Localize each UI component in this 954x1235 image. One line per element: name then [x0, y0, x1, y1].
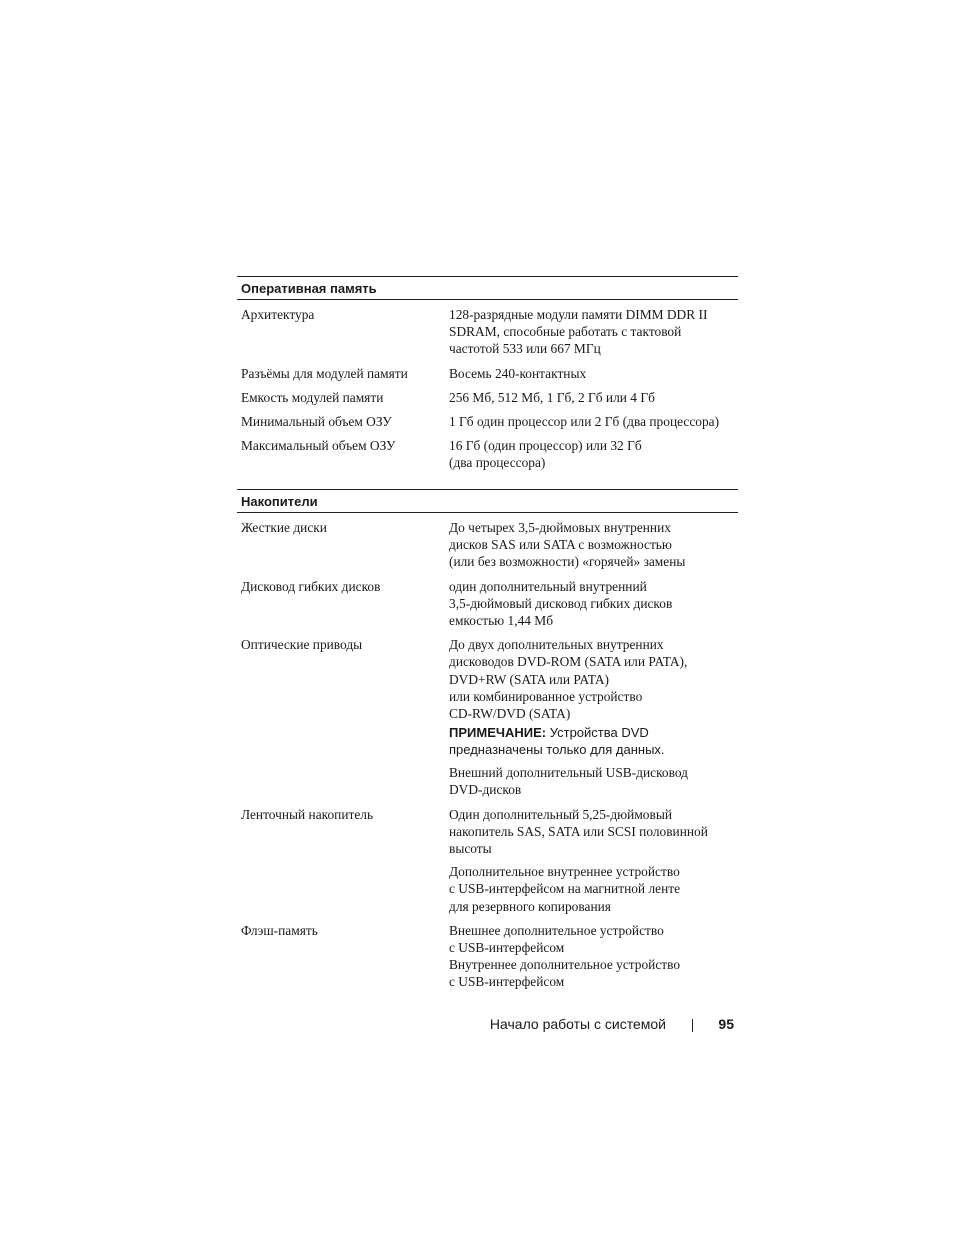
value-line: Внутреннее дополнительное устройство	[449, 957, 681, 973]
value-line: или комбинированное устройство	[449, 688, 643, 704]
note-line: предназначены только для данных.	[449, 742, 665, 758]
value-line: с USB-интерфейсом	[449, 974, 565, 990]
value-line: CD-RW/DVD (SATA)	[449, 706, 571, 722]
spec-row-min-ram	[237, 413, 738, 430]
footer-separator	[692, 1019, 693, 1032]
spec-label: Емкость модулей памяти	[241, 389, 384, 405]
value-line: 3,5-дюймовый дисковод гибких дисков	[449, 595, 673, 611]
spec-row-slots	[237, 365, 738, 382]
value-line: с USB-интерфейсом	[449, 940, 565, 956]
spec-value	[449, 578, 738, 630]
value-line: DVD-дисков	[449, 782, 522, 798]
value-line: Дополнительное внутреннее устройство	[449, 864, 680, 880]
spec-value	[449, 806, 738, 915]
value-line: для резервного копирования	[449, 898, 611, 914]
spec-value	[449, 922, 738, 991]
spec-row-tape	[237, 806, 738, 915]
value-line: До четырех 3,5-дюймовых внутренних	[449, 520, 671, 535]
value-line: один дополнительный внутренний	[449, 578, 647, 594]
section-heading: Накопители	[237, 489, 738, 513]
value-line: 128-разрядные модули памяти DIMM DDR II	[449, 307, 708, 322]
spec-label: Дисковод гибких дисков	[241, 578, 381, 594]
spec-row-hard-drives	[237, 519, 738, 571]
value-line: Один дополнительный 5,25-дюймовый	[449, 806, 672, 822]
storage-section	[237, 489, 738, 991]
value-line: DVD+RW (SATA или PATA)	[449, 671, 609, 687]
spec-value	[449, 365, 738, 382]
value-line: 1 Гб один процессор или 2 Гб (два процессора)	[449, 414, 720, 430]
spec-row-architecture	[237, 306, 738, 358]
value-line: Внешнее дополнительное устройство	[449, 922, 664, 938]
value-line: с USB-интерфейсом на магнитной ленте	[449, 881, 681, 897]
note-line	[449, 724, 738, 741]
spec-row-module-capacity	[237, 389, 738, 406]
spec-label: Флэш-память	[241, 922, 318, 938]
value-line: накопитель SAS, SATA или SCSI половинной	[449, 823, 708, 839]
value-line: До двух дополнительных внутренних	[449, 637, 664, 653]
spec-label: Ленточный накопитель	[241, 806, 374, 822]
spec-value	[449, 413, 738, 430]
spec-label: Разъёмы для модулей памяти	[241, 365, 408, 381]
note-block	[449, 724, 738, 758]
value-line: высоты	[449, 841, 492, 857]
spec-row-flash	[237, 922, 738, 991]
spec-value	[449, 389, 738, 406]
spec-row-optical	[237, 636, 738, 798]
note-label: ПРИМЕЧАНИЕ:	[449, 725, 547, 741]
memory-section	[237, 276, 738, 472]
value-line: частотой 533 или 667 МГц	[449, 341, 601, 357]
value-line: SDRAM, способные работать с тактовой	[449, 324, 682, 340]
spec-value	[449, 437, 738, 471]
page-number: 95	[718, 1016, 734, 1032]
section-heading: Оперативная память	[237, 276, 738, 300]
spec-label: Минимальный объем ОЗУ	[241, 414, 392, 430]
note-text: Устройства DVD	[546, 725, 649, 741]
value-line: (два процессора)	[449, 455, 546, 471]
spec-label: Оптические приводы	[241, 637, 363, 653]
spec-value	[449, 306, 738, 358]
spec-value	[449, 636, 738, 798]
spec-label: Жесткие диски	[241, 520, 327, 535]
value-line: дисководов DVD-ROM (SATA или PATA),	[449, 654, 688, 670]
spec-label: Максимальный объем ОЗУ	[241, 438, 396, 454]
spec-row-floppy	[237, 578, 738, 630]
spec-value	[449, 519, 738, 571]
page-footer	[0, 1015, 954, 1035]
value-line: Восемь 240-контактных	[449, 365, 587, 381]
spec-row-max-ram	[237, 437, 738, 471]
value-line: Внешний дополнительный USB-дисковод	[449, 765, 688, 781]
footer-title: Начало работы с системой	[489, 1016, 666, 1032]
value-line: 16 Гб (один процессор) или 32 Гб	[449, 438, 642, 454]
value-line: емкостью 1,44 Мб	[449, 613, 554, 629]
spec-label: Архитектура	[241, 307, 315, 322]
value-line: дисков SAS или SATA с возможностью	[449, 537, 672, 553]
value-line: (или без возможности) «горячей» замены	[449, 554, 686, 570]
value-line: 256 Мб, 512 Мб, 1 Гб, 2 Гб или 4 Гб	[449, 389, 655, 405]
